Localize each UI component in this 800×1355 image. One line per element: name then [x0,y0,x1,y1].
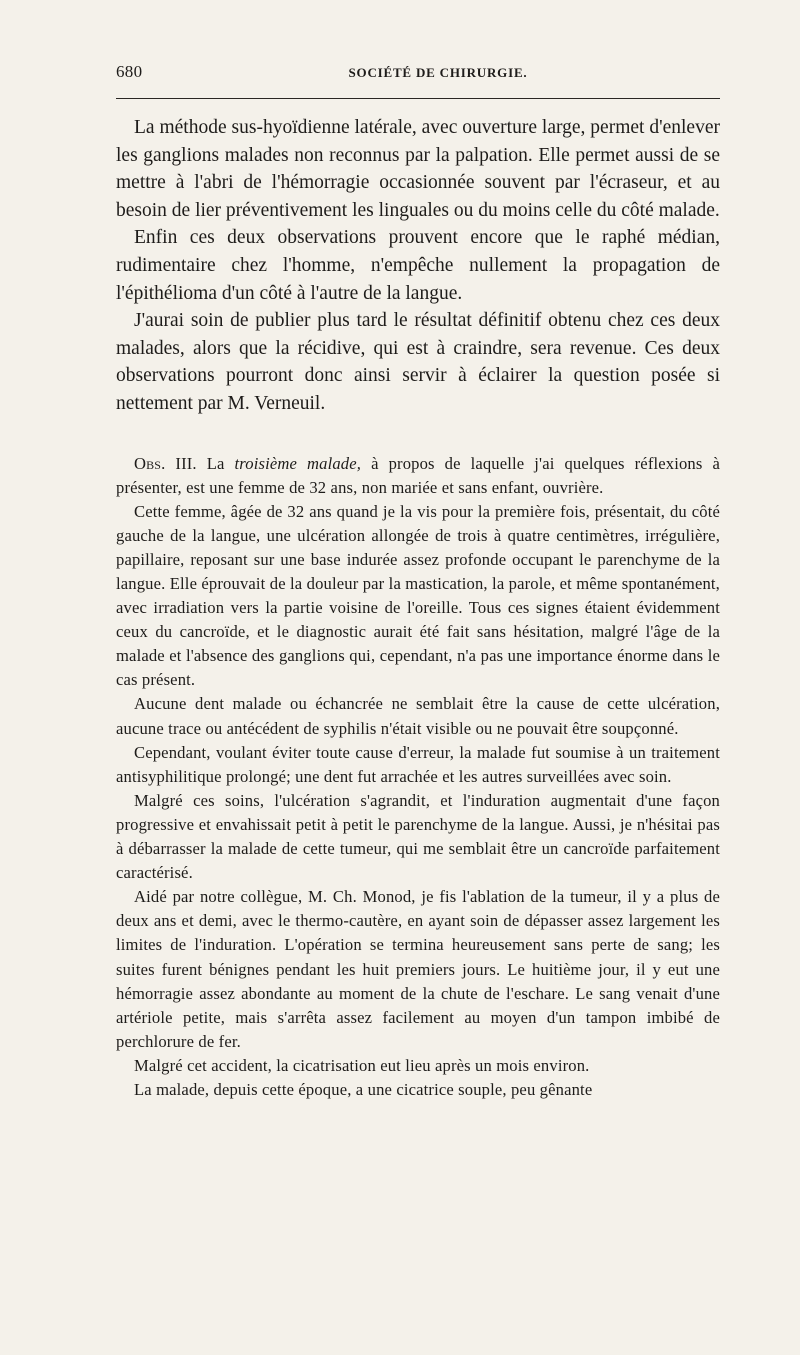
intro-after: à propos de laquelle j'ai quelques réflexions à présenter, est une femme de 32 ans, non mariée et sans enfant, ouvrière. [116,453,720,497]
paragraph: Malgré cet accident, la cicatrisation eut lieu après un mois environ. [134,1055,590,1075]
header-rule [116,98,720,99]
paragraph: Cependant, voulant éviter toute cause d'erreur, la malade fut soumise à un traitement antisyphilitique prolongé; une dent fut arrachée et les autres surveillées avec soin. [116,742,720,786]
running-head [116,62,720,86]
paragraph: La méthode sus-hyoïdienne latérale, avec ouverture large, permet d'enlever les ganglions malades non reconnus par la palpation. Elle permet aussi de se mettre à l'abri de l'hémorragie occasionnée souvent par l'écraseur, et au besoin de lier préventivement les linguales ou du moins celle du côté malade. [116,117,720,221]
paragraph: Enfin ces deux observations prouvent encore que le raphé médian, rudimentaire chez l'homme, n'empêche nullement la propagation de l'épithélioma d'un côté à l'autre de la langue. [116,227,720,304]
paragraph: Aidé par notre collègue, M. Ch. Monod, je fis l'ablation de la tumeur, il y a plus de deux ans et demi, avec le thermo-cautère, en ayant soin de dépasser assez largement les limites de l'induration. L'opération se termina heureusement sans perte de sang; les suites furent bénignes pendant les huit premiers jours. Le huitième jour, il y eut une hémorragie assez abondante au moment de la chute de l'eschare. Le sang venait d'une artériole petite, mais s'arrêta assez facilement au moyen d'un tampon imbibé de perchlorure de fer. [116,887,720,1051]
observation-section [116,452,720,1103]
observation-label: Obs. III. [134,453,197,473]
paragraph: Malgré ces soins, l'ulcération s'agrandit, et l'induration augmentait d'une façon progressive et envahissait petit à petit le parenchyme de la langue. Aussi, je n'hésitai pas à débarrasser la malade de cette tumeur, qui me semblait être un cancroïde parfaitement caractérisé. [116,790,720,883]
paragraph: Aucune dent malade ou échancrée ne semblait être la cause de cette ulcération, aucune trace ou antécédent de syphilis n'était visible ou ne pouvait être soupçonné. [116,694,720,738]
page-number: 680 [116,62,143,81]
intro-before: La [206,453,225,473]
journal-title: SOCIÉTÉ DE CHIRURGIE. [348,65,528,80]
paragraph: La malade, depuis cette époque, a une cicatrice souple, peu gênante [134,1079,593,1099]
paragraph: Cette femme, âgée de 32 ans quand je la vis pour la première fois, présentait, du côté gauche de la langue, une ulcération allongée de trois à quatre centimètres, irrégulière, papillaire, reposant sur une base indurée assez profonde occupant le parenchyme de la langue. Elle éprouvait de la douleur par la mastication, la parole, et même spontanément, avec irradiation vers la partie voisine de l'oreille. Tous ces signes étaient évidemment ceux du cancroïde, et le diagnostic aurait été fait sans hésitation, malgré l'âge de la malade et l'absence des ganglions qui, cependant, n'a pas une importance énorme dans le cas présent. [116,501,720,690]
lead-text [116,114,720,418]
paragraph: J'aurai soin de publier plus tard le résultat définitif obtenu chez ces deux malades, alors que la récidive, qui est à craindre, sera revenue. Ces deux observations pourront donc ainsi servir à éclairer la question posée si nettement par M. Verneuil. [116,310,720,414]
observation-intro [116,452,720,500]
intro-italic: troisième malade, [234,453,362,473]
